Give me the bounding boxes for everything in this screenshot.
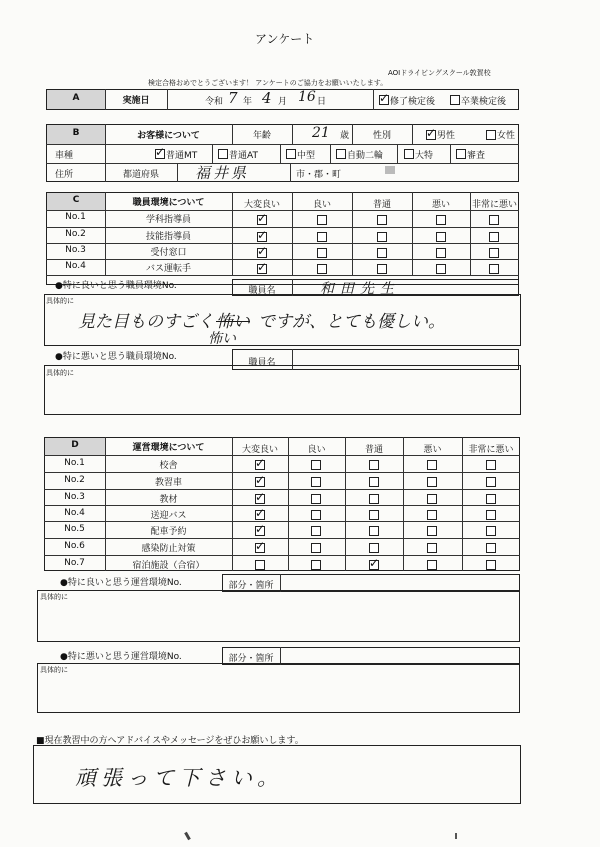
pref-value[interactable]: 福井県	[195, 164, 250, 182]
c-row-item: 技能指導員	[145, 232, 191, 242]
rating-checkbox[interactable]	[436, 232, 446, 242]
comment-struck: 怖い	[216, 312, 250, 332]
checkbox-sotsugyo[interactable]	[450, 95, 460, 105]
rating-checkbox[interactable]	[255, 560, 265, 570]
vehicle-3: 自動二輪	[347, 151, 384, 161]
rating-checkbox[interactable]	[486, 543, 496, 553]
checkbox-female[interactable]	[486, 130, 496, 140]
rating-checkbox[interactable]	[427, 477, 437, 487]
d-good-detail-box[interactable]	[37, 590, 520, 642]
rating-checkbox[interactable]	[311, 510, 321, 520]
c-rating-2: 普通	[372, 200, 391, 210]
age-unit: 歳	[340, 131, 350, 141]
section-d-label: D	[71, 440, 79, 450]
part-label-2: 部分・箇所	[228, 654, 274, 664]
c-row-no: No.4	[65, 261, 86, 271]
d-row-item: 校舎	[159, 461, 178, 471]
check-mark-icon: ✓	[257, 260, 268, 274]
rating-checkbox[interactable]	[317, 264, 327, 274]
check-mark-icon: ✓	[257, 211, 268, 225]
era-label: 令和	[205, 97, 224, 107]
d-row-no: No.7	[64, 558, 85, 568]
d-rating-3: 悪い	[423, 445, 442, 455]
opt-sotsugyo-label: 卒業検定後	[461, 97, 507, 107]
section-c-label: C	[72, 195, 80, 205]
rating-checkbox[interactable]	[311, 460, 321, 470]
d-rating-4: 非常に悪い	[468, 445, 514, 455]
year-value[interactable]: 7	[228, 89, 238, 107]
page-title: アンケート	[255, 32, 315, 46]
vehicle-1: 普通AT	[229, 151, 258, 161]
male-label: 男性	[437, 131, 456, 141]
check-mark-icon: ✓	[255, 473, 266, 487]
d-row-no: No.2	[64, 475, 85, 485]
redacted-mark	[385, 166, 395, 174]
rating-checkbox[interactable]	[489, 232, 499, 242]
rating-checkbox[interactable]	[317, 232, 327, 242]
d-row-item: 宿泊施設（合宿）	[132, 561, 205, 571]
staff-label-2: 職員名	[248, 358, 276, 368]
c-row-item: 受付窓口	[150, 248, 187, 258]
pref-label: 都道府県	[122, 170, 159, 180]
month-unit: 月	[278, 97, 288, 107]
checkbox-jidonirin[interactable]	[336, 149, 346, 159]
vehicle-2: 中型	[297, 151, 316, 161]
staff-good-value[interactable]: 和田先生	[320, 281, 400, 297]
day-value[interactable]: 16	[298, 89, 316, 105]
year-unit: 年	[243, 97, 253, 107]
rating-checkbox[interactable]	[369, 510, 379, 520]
c-detail-label: 具体的に	[46, 297, 74, 305]
vehicle-5: 審査	[467, 151, 486, 161]
c-rating-1: 良い	[312, 200, 331, 210]
d-detail-label-2: 具体的に	[40, 666, 68, 674]
c-rating-4: 非常に悪い	[471, 200, 517, 210]
d-row-no: No.1	[64, 458, 85, 468]
checkbox-futsu-at[interactable]	[218, 149, 228, 159]
c-row-no: No.3	[65, 245, 86, 255]
c-rating-3: 悪い	[431, 200, 450, 210]
c-row-item: 学科指導員	[145, 215, 191, 225]
c-row-no: No.1	[65, 212, 86, 222]
rating-checkbox[interactable]	[369, 526, 379, 536]
gender-label: 性別	[372, 131, 391, 141]
opt-shuryo-label: 修了検定後	[390, 97, 436, 107]
comment-tail[interactable]: ですが、とても優しい。	[258, 312, 445, 332]
rating-checkbox[interactable]	[377, 248, 387, 258]
check-mark-icon: ✓	[426, 126, 437, 140]
rating-checkbox[interactable]	[427, 510, 437, 520]
scan-mark	[455, 833, 457, 839]
rating-checkbox[interactable]	[489, 248, 499, 258]
d-row-item: 感染防止対策	[141, 544, 196, 554]
rating-checkbox[interactable]	[427, 494, 437, 504]
staff-label: 職員名	[248, 286, 276, 296]
rating-checkbox[interactable]	[486, 494, 496, 504]
rating-checkbox[interactable]	[436, 248, 446, 258]
age-value[interactable]: 21	[312, 125, 330, 141]
checkbox-daitoku[interactable]	[404, 149, 414, 159]
d-row-item: 配車予約	[150, 527, 187, 537]
female-label: 女性	[497, 131, 516, 141]
check-mark-icon: ✓	[255, 539, 266, 553]
check-mark-icon: ✓	[255, 506, 266, 520]
section-d-heading: 運営環境について	[132, 443, 205, 453]
rating-checkbox[interactable]	[311, 494, 321, 504]
section-a-label: A	[72, 93, 80, 103]
rating-checkbox[interactable]	[486, 510, 496, 520]
check-mark-icon: ✓	[257, 228, 268, 242]
greeting-text: 検定合格おめでとうございます！ アンケートのご協力をお願いいたします。	[148, 79, 388, 87]
check-mark-icon: ✓	[379, 91, 390, 105]
rating-checkbox[interactable]	[369, 543, 379, 553]
check-mark-icon: ✓	[255, 456, 266, 470]
checkbox-shinsa[interactable]	[456, 149, 466, 159]
c-bad-detail-box[interactable]	[44, 365, 521, 415]
day-unit: 日	[317, 97, 327, 107]
check-mark-icon: ✓	[369, 556, 380, 570]
c-rating-0: 大変良い	[243, 200, 280, 210]
c-bad-prompt: ●特に悪いと思う職員環境No.	[55, 352, 177, 362]
rating-checkbox[interactable]	[489, 264, 499, 274]
rating-checkbox[interactable]	[486, 526, 496, 536]
rating-checkbox[interactable]	[427, 560, 437, 570]
vehicle-label: 車種	[55, 151, 74, 161]
rating-checkbox[interactable]	[489, 215, 499, 225]
rating-checkbox[interactable]	[377, 232, 387, 242]
c-detail-label-2: 具体的に	[46, 369, 74, 377]
d-row-item: 教習車	[154, 478, 182, 488]
rating-checkbox[interactable]	[311, 560, 321, 570]
d-row-item: 送迎バス	[150, 511, 187, 521]
d-good-prompt: ●特に良いと思う運営環境No.	[60, 578, 182, 588]
rating-checkbox[interactable]	[369, 494, 379, 504]
section-c-heading: 職員環境について	[132, 198, 205, 208]
comment-main[interactable]: 見た目ものすごく	[78, 312, 214, 332]
d-row-no: No.6	[64, 541, 85, 551]
rating-checkbox[interactable]	[427, 543, 437, 553]
rating-checkbox[interactable]	[486, 477, 496, 487]
d-bad-prompt: ●特に悪いと思う運営環境No.	[60, 652, 182, 662]
c-good-prompt: ●特に良いと思う職員環境No.	[55, 281, 177, 291]
date-label: 実施日	[122, 96, 150, 106]
vehicle-4: 大特	[415, 151, 434, 161]
city-label: 市・郡・町	[296, 170, 342, 180]
check-mark-icon: ✓	[255, 522, 266, 536]
rating-checkbox[interactable]	[486, 460, 496, 470]
rating-checkbox[interactable]	[311, 543, 321, 553]
d-row-no: No.3	[64, 492, 85, 502]
section-b-label: B	[72, 128, 80, 138]
rating-checkbox[interactable]	[436, 215, 446, 225]
rating-checkbox[interactable]	[436, 264, 446, 274]
rating-checkbox[interactable]	[427, 460, 437, 470]
d-row-no: No.5	[64, 524, 85, 534]
d-rating-1: 良い	[307, 445, 326, 455]
checkbox-chugata[interactable]	[286, 149, 296, 159]
d-rating-2: 普通	[364, 445, 383, 455]
comment-insert: 怖い	[208, 331, 236, 347]
vehicle-0: 普通MT	[166, 151, 198, 161]
part-label: 部分・箇所	[228, 581, 274, 591]
c-row-item: バス運転手	[145, 264, 191, 274]
rating-checkbox[interactable]	[311, 477, 321, 487]
check-mark-icon: ✓	[257, 244, 268, 258]
age-label: 年齢	[252, 131, 271, 141]
rating-checkbox[interactable]	[311, 526, 321, 536]
address-label: 住所	[55, 170, 74, 180]
message-prompt: ■現在教習中の方へアドバイスやメッセージをぜひお願いします。	[36, 736, 304, 746]
d-rating-0: 大変良い	[241, 445, 278, 455]
d-row-item: 教材	[159, 495, 178, 505]
d-detail-label: 具体的に	[40, 593, 68, 601]
rating-checkbox[interactable]	[317, 215, 327, 225]
month-value[interactable]: 4	[262, 89, 272, 107]
school-name: AOIドライビングスクール敦賀校	[388, 69, 491, 77]
rating-checkbox[interactable]	[427, 526, 437, 536]
rating-checkbox[interactable]	[377, 215, 387, 225]
d-row-no: No.4	[64, 508, 85, 518]
c-row-no: No.2	[65, 229, 86, 239]
check-mark-icon: ✓	[155, 145, 166, 159]
rating-checkbox[interactable]	[486, 560, 496, 570]
scan-mark	[184, 832, 191, 840]
rating-checkbox[interactable]	[369, 460, 379, 470]
rating-checkbox[interactable]	[317, 248, 327, 258]
section-b-heading: お客様について	[137, 131, 200, 141]
rating-checkbox[interactable]	[377, 264, 387, 274]
rating-checkbox[interactable]	[369, 477, 379, 487]
d-bad-detail-box[interactable]	[37, 663, 520, 713]
message-text[interactable]: 頑張って下さい。	[75, 766, 283, 790]
check-mark-icon: ✓	[255, 490, 266, 504]
